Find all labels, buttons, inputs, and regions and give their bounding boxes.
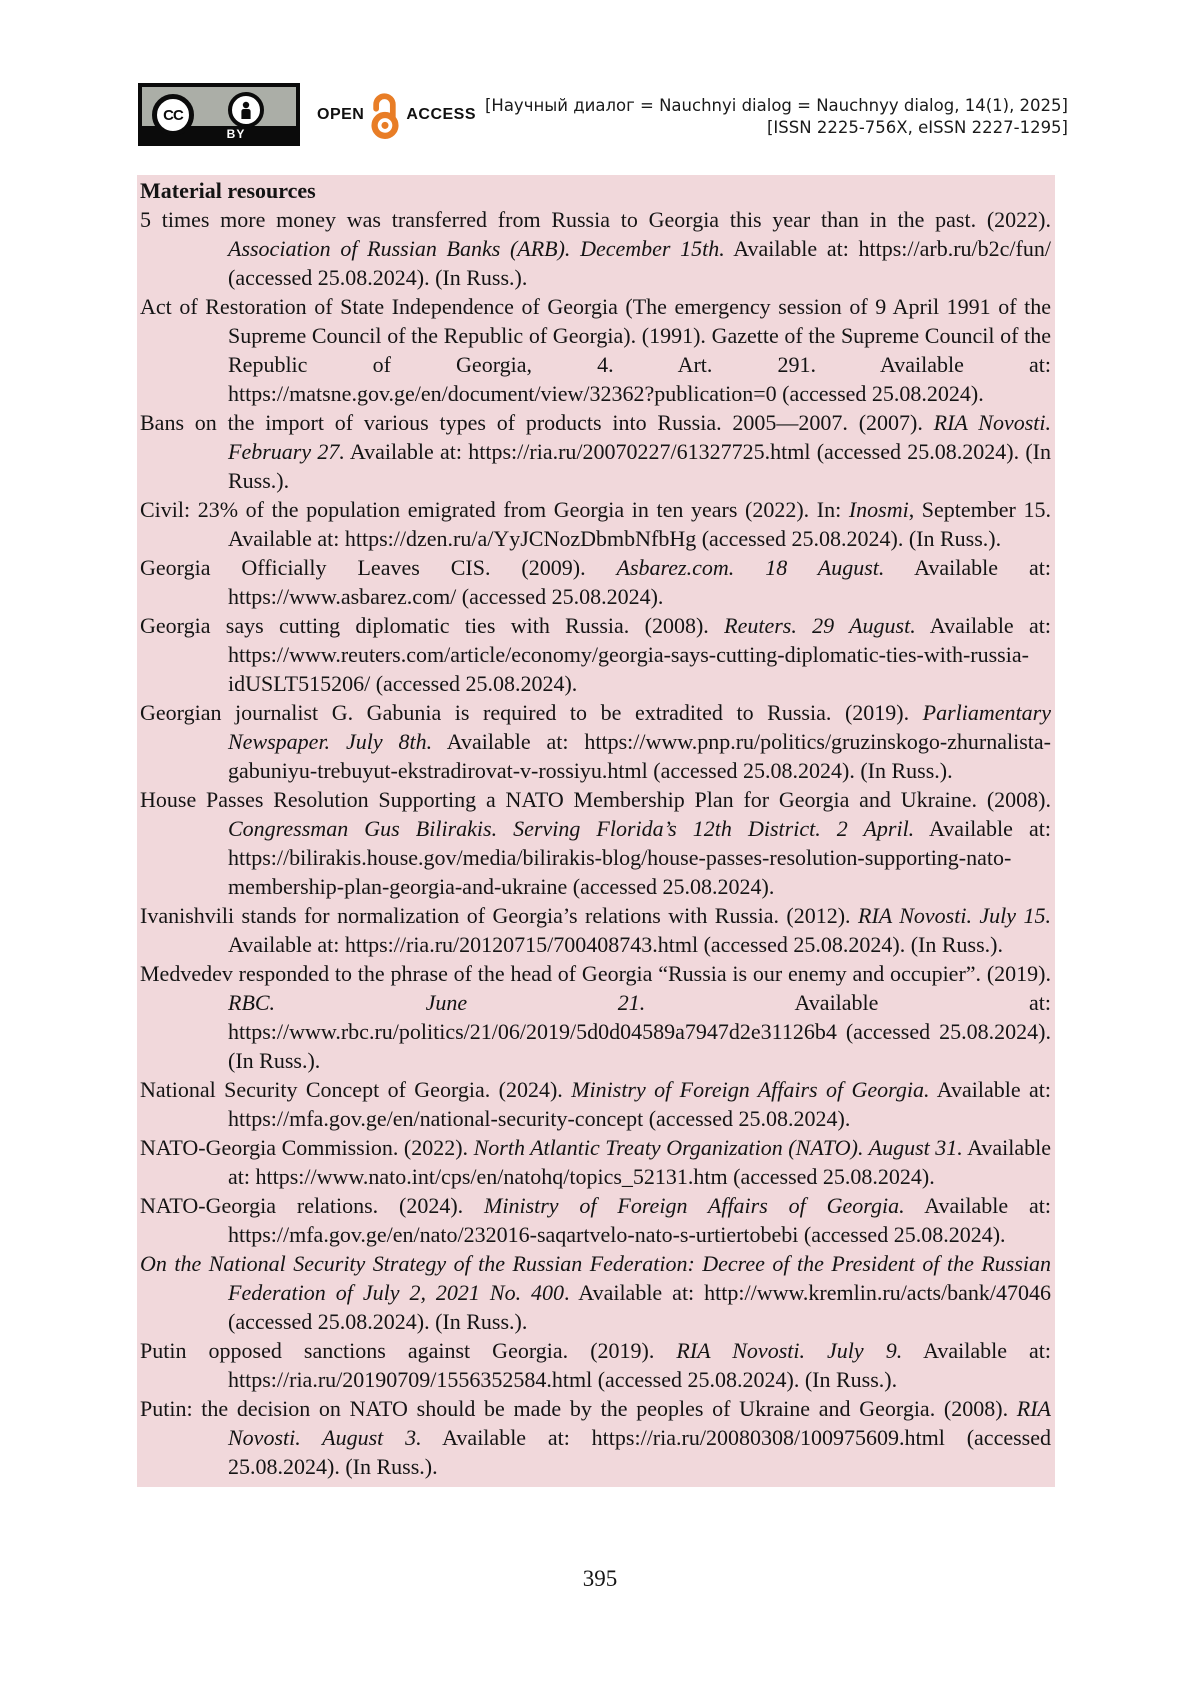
reference-source-italic: Association of Russian Banks (ARB). December 15th.	[228, 236, 725, 261]
reference-text: Available at: https://mfa.gov.ge/en/national-security-concept (accessed 25.08.2024).	[228, 1077, 1051, 1131]
reference-entry	[140, 408, 1051, 495]
references-list	[140, 205, 1051, 1481]
reference-entry	[140, 698, 1051, 785]
cc-by-label: BY	[142, 126, 296, 142]
reference-entry	[140, 205, 1051, 292]
reference-text: Civil: 23% of the population emigrated from Georgia in ten years (2022). In:	[140, 497, 849, 522]
reference-source-italic: RIA Novosti. July 15.	[858, 903, 1051, 928]
reference-text: Bans on the import of various types of products into Russia. 2005—2007. (2007).	[140, 410, 934, 435]
reference-text: Available at: https://ria.ru/20120715/700408743.html (accessed 25.08.2024). (In Russ.).	[228, 932, 1003, 957]
page-header	[138, 83, 1068, 146]
reference-text: Available at: https://www.pnp.ru/politics/gruzinskogo-zhurnalista-gabuniyu-trebuyut-ekstradirovat-v-rossiyu.html (accessed 25.08.2024). (In Russ.).	[228, 729, 1051, 783]
reference-source-italic: Inosmi	[848, 497, 909, 522]
reference-entry	[140, 1394, 1051, 1481]
reference-source-italic: Asbarez.com. 18 August.	[616, 555, 885, 580]
reference-source-italic: Ministry of Foreign Affairs of Georgia.	[484, 1193, 905, 1218]
reference-text: Available at: https://ria.ru/20070227/61327725.html (accessed 25.08.2024). (In Russ.).	[228, 439, 1051, 493]
reference-text: NATO-Georgia relations. (2024).	[140, 1193, 485, 1218]
reference-text: . Available at: http://www.kremlin.ru/acts/bank/47046 (accessed 25.08.2024). (In Russ.).	[228, 1280, 1051, 1334]
journal-meta	[485, 95, 1068, 139]
reference-text: Ivanishvili stands for normalization of Georgia’s relations with Russia. (2012).	[140, 903, 858, 928]
page-number: 395	[582, 1566, 618, 1591]
reference-entry	[140, 785, 1051, 901]
reference-entry	[140, 495, 1051, 553]
reference-text: Georgia says cutting diplomatic ties with Russia. (2008).	[140, 613, 725, 638]
reference-text: Medvedev responded to the phrase of the head of Georgia “Russia is our enemy and occupier”. (2019).	[140, 961, 1051, 986]
reference-text: Available at: https://ria.ru/20190709/1556352584.html (accessed 25.08.2024). (In Russ.).	[228, 1338, 1051, 1392]
reference-text: Putin: the decision on NATO should be made by the peoples of Ukraine and Georgia. (2008).	[140, 1396, 1017, 1421]
reference-entry	[140, 959, 1051, 1075]
open-access-access-text: ACCESS	[406, 105, 477, 123]
cc-icon: CC	[152, 94, 194, 136]
reference-text: 5 times more money was transferred from Russia to Georgia this year than in the past. (2022).	[140, 207, 1051, 232]
reference-source-italic: On the National Security Strategy of the Russian Federation: Decree of the President of the Russian Federation of July 2, 2021 No. 400	[140, 1251, 1051, 1305]
reference-text: Putin opposed sanctions against Georgia. (2019).	[140, 1338, 677, 1363]
cc-by-license-badge	[138, 83, 300, 146]
reference-source-italic: North Atlantic Treaty Organization (NATO). August 31.	[473, 1135, 963, 1160]
material-resources-section	[137, 175, 1055, 1487]
reference-entry	[140, 292, 1051, 408]
open-lock-icon	[364, 90, 406, 140]
attribution-person-icon	[228, 92, 264, 128]
reference-entry	[140, 1249, 1051, 1336]
reference-text: Available at: https://arb.ru/b2c/fun/ (accessed 25.08.2024). (In Russ.).	[228, 236, 1051, 290]
reference-source-italic: Reuters. 29 August.	[724, 613, 916, 638]
open-access-logo	[317, 83, 476, 146]
reference-text: Available at: https://www.asbarez.com/ (accessed 25.08.2024).	[228, 555, 1051, 609]
reference-text: Available at: https://www.nato.int/cps/en/natohq/topics_52131.htm (accessed 25.08.2024).	[228, 1135, 1052, 1189]
reference-source-italic: Parliamentary Newspaper. July 8th.	[228, 700, 1051, 754]
open-access-open-text: OPEN	[317, 105, 365, 123]
reference-source-italic: RIA Novosti. August 3.	[228, 1396, 1051, 1450]
reference-source-italic: RBC. June 21.	[228, 990, 646, 1015]
journal-issn-line: [ISSN 2225-756X, eISSN 2227-1295]	[767, 118, 1068, 137]
reference-entry	[140, 1336, 1051, 1394]
reference-text: House Passes Resolution Supporting a NATO Membership Plan for Georgia and Ukraine. (2008).	[140, 787, 1051, 812]
reference-entry	[140, 901, 1051, 959]
reference-text: Available at: https://www.reuters.com/article/economy/georgia-says-cutting-diplomatic-ties-with-russia-idUSLT515206/ (accessed 25.08.2024).	[228, 613, 1052, 696]
reference-entry	[140, 611, 1051, 698]
journal-title-line: [Научный диалог = Nauchnyi dialog = Nauchnyy dialog, 14(1), 2025]	[484, 96, 1068, 115]
reference-text: National Security Concept of Georgia. (2024).	[140, 1077, 572, 1102]
reference-text: Available at: https://mfa.gov.ge/en/nato/232016-saqartvelo-nato-s-urtiertobebi (accessed 25.08.2024).	[228, 1193, 1051, 1247]
reference-source-italic: Ministry of Foreign Affairs of Georgia.	[571, 1077, 930, 1102]
reference-text: Available at: https://www.rbc.ru/politics/21/06/2019/5d0d04589a7947d2e31126b4 (accessed 25.08.2024). (In Russ.).	[228, 990, 1051, 1073]
reference-entry	[140, 1133, 1051, 1191]
reference-text: Available at: https://bilirakis.house.gov/media/bilirakis-blog/house-passes-resolution-supporting-nato-membership-plan-georgia-and-ukraine (accessed 25.08.2024).	[228, 816, 1052, 899]
reference-text: Available at: https://ria.ru/20080308/100975609.html (accessed 25.08.2024). (In Russ.).	[228, 1425, 1051, 1479]
reference-entry	[140, 553, 1051, 611]
reference-text: Georgia Officially Leaves CIS. (2009).	[140, 555, 617, 580]
reference-text: Act of Restoration of State Independence of Georgia (The emergency session of 9 April 1991 of the Supreme Council of the Republic of Georgia). (1991). Gazette of the Supreme Council of the Republic of Georgia, 4. Art. 291. Available at: https://matsne.gov.ge/en/document/view/32362?publication=0 (accessed 25.08.2024).	[140, 294, 1051, 406]
reference-source-italic: RIA Novosti. February 27.	[228, 410, 1052, 464]
reference-entry	[140, 1075, 1051, 1133]
reference-text: Georgian journalist G. Gabunia is required to be extradited to Russia. (2019).	[140, 700, 923, 725]
section-title: Material resources	[140, 178, 316, 203]
reference-source-italic: Congressman Gus Bilirakis. Serving Florida’s 12th District. 2 April.	[228, 816, 915, 841]
reference-text: , September 15. Available at: https://dzen.ru/a/YyJCNozDbmbNfbHg (accessed 25.08.2024). (In Russ.).	[228, 497, 1051, 551]
reference-text: NATO-Georgia Commission. (2022).	[140, 1135, 474, 1160]
reference-entry	[140, 1191, 1051, 1249]
reference-source-italic: RIA Novosti. July 9.	[676, 1338, 903, 1363]
